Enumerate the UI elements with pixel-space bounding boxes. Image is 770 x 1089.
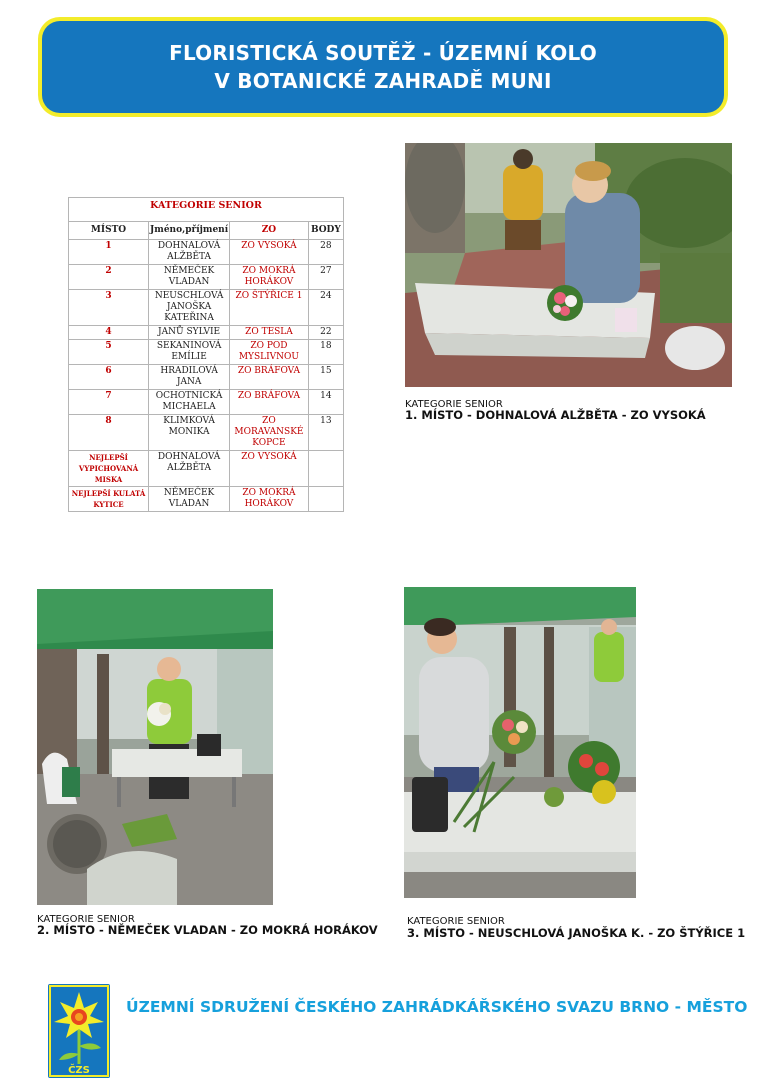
photo-second-place-category: KATEGORIE SENIOR (37, 914, 135, 925)
cell-name: JANŮ SYLVIE (149, 326, 230, 340)
cell-place: 1 (69, 240, 149, 265)
cell-points: 22 (308, 326, 343, 340)
cell-name: HRADILOVÁ JANA (149, 365, 230, 390)
title-banner-inner (42, 21, 724, 113)
table-row (69, 340, 344, 365)
photo-third-place-caption: 3. MÍSTO - NEUSCHLOVÁ JANOŠKA K. - ZO ŠTÝŘICE 1 (407, 926, 746, 940)
cell-place: 6 (69, 365, 149, 390)
col-header-name: Jméno,příjmení (149, 222, 230, 240)
cell-place: 4 (69, 326, 149, 340)
photo-first-place-image (405, 143, 732, 387)
cell-points: 13 (308, 415, 343, 451)
cell-points: 14 (308, 390, 343, 415)
table-row (69, 240, 344, 265)
cell-zo: ZO POD MYSLIVNOU (230, 340, 309, 365)
table-row (69, 265, 344, 290)
cell-points: 18 (308, 340, 343, 365)
cell-zo: ZO VYSOKÁ (230, 240, 309, 265)
table-category-title: KATEGORIE SENIOR (69, 198, 344, 222)
table-row (69, 487, 344, 512)
cell-name: OCHOTNICKÁ MICHAELA (149, 390, 230, 415)
cell-name: SEKANINOVÁ EMÍLIE (149, 340, 230, 365)
col-header-place: MÍSTO (69, 222, 149, 240)
cell-place: 8 (69, 415, 149, 451)
photo-third-place-image (404, 587, 636, 898)
photo-second-place-image (37, 589, 273, 905)
cell-zo: ZO VYSOKÁ (230, 451, 309, 487)
photo-first-place (405, 143, 732, 387)
cell-points (308, 451, 343, 487)
cell-place: 2 (69, 265, 149, 290)
table-row (69, 365, 344, 390)
cell-points (308, 487, 343, 512)
cell-name: NĚMEČEK VLADAN (149, 487, 230, 512)
cell-zo: ZO TESLA (230, 326, 309, 340)
cell-place: 7 (69, 390, 149, 415)
table-row (69, 415, 344, 451)
cell-points: 28 (308, 240, 343, 265)
cell-place: 3 (69, 290, 149, 326)
cell-zo: ZO MOKRÁ HORÁKOV (230, 487, 309, 512)
table-row (69, 390, 344, 415)
cell-award: NEJLEPŠÍ VYPICHOVANÁ MISKA (69, 451, 149, 487)
table-row (69, 326, 344, 340)
cell-name: DOHNALOVÁ ALŽBĚTA (149, 451, 230, 487)
cell-name: DOHNALOVÁ ALŽBĚTA (149, 240, 230, 265)
cell-zo: ZO ŠTÝŘICE 1 (230, 290, 309, 326)
page-title-line2: V BOTANICKÉ ZAHRADĚ MUNI (214, 69, 552, 93)
cell-zo: ZO BRÁFOVA (230, 365, 309, 390)
cell-place: 5 (69, 340, 149, 365)
photo-second-place-caption: 2. MÍSTO - NĚMEČEK VLADAN - ZO MOKRÁ HORÁKOV (37, 923, 378, 937)
photo-third-place (404, 587, 636, 898)
table-row (69, 451, 344, 487)
cell-points: 27 (308, 265, 343, 290)
cell-zo: ZO MOKRÁ HORÁKOV (230, 265, 309, 290)
cell-points: 24 (308, 290, 343, 326)
logo-text: ČZS (68, 1065, 90, 1076)
photo-second-place (37, 589, 273, 905)
title-banner (38, 17, 728, 117)
cell-zo: ZO BRÁFOVA (230, 390, 309, 415)
photo-first-place-category: KATEGORIE SENIOR (405, 399, 503, 410)
photo-third-place-category: KATEGORIE SENIOR (407, 916, 505, 927)
results-table (68, 197, 344, 512)
czs-logo (48, 984, 110, 1078)
col-header-points: BODY (308, 222, 343, 240)
cell-name: NĚMEČEK VLADAN (149, 265, 230, 290)
photo-first-place-caption: 1. MÍSTO - DOHNALOVÁ ALŽBĚTA - ZO VYSOKÁ (405, 408, 706, 422)
cell-zo: ZO MORAVANSKÉ KOPCE (230, 415, 309, 451)
table-header-row (69, 222, 344, 240)
cell-award: NEJLEPŠÍ KULATÁ KYTICE (69, 487, 149, 512)
footer-organization-name: ÚZEMNÍ SDRUŽENÍ ČESKÉHO ZAHRÁDKÁŘSKÉHO SVAZU BRNO - MĚSTO (126, 998, 748, 1016)
daffodil-logo-icon (48, 984, 110, 1078)
table-row (69, 290, 344, 326)
col-header-zo: ZO (230, 222, 309, 240)
page-title-line1: FLORISTICKÁ SOUTĚŽ - ÚZEMNÍ KOLO (169, 41, 597, 65)
cell-name: NEUSCHLOVÁ JANOŠKA KATEŘINA (149, 290, 230, 326)
cell-name: KLIMKOVÁ MONIKA (149, 415, 230, 451)
table-category-row (69, 198, 344, 222)
cell-points: 15 (308, 365, 343, 390)
